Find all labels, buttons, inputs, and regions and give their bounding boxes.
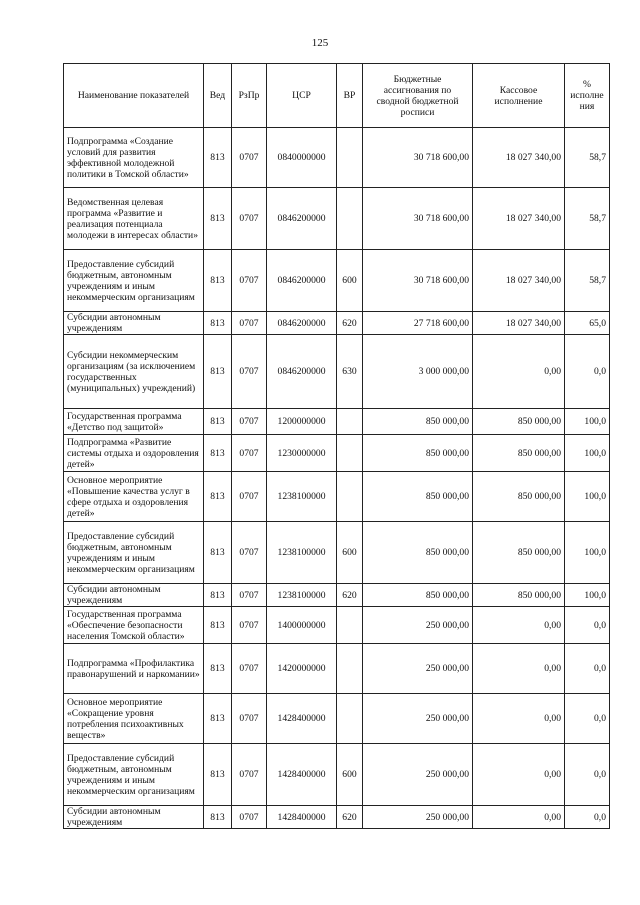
table-row (64, 472, 610, 522)
cell-csr: 1428400000 (267, 744, 337, 806)
cell-ved: 813 (204, 472, 232, 522)
cell-csr: 1420000000 (267, 644, 337, 694)
cell-vr: 620 (337, 806, 363, 829)
cell-csr: 1200000000 (267, 409, 337, 435)
cell-percent: 0,0 (565, 644, 610, 694)
cell-percent: 58,7 (565, 128, 610, 188)
cell-csr: 0840000000 (267, 128, 337, 188)
cell-cash: 0,00 (473, 607, 565, 644)
cell-ved: 813 (204, 806, 232, 829)
cell-percent: 100,0 (565, 435, 610, 472)
table-row (64, 435, 610, 472)
cell-cash: 18 027 340,00 (473, 128, 565, 188)
cell-vr (337, 188, 363, 250)
cell-ved: 813 (204, 128, 232, 188)
cell-budget: 850 000,00 (363, 584, 473, 607)
cell-rzpr: 0707 (232, 472, 267, 522)
cell-budget: 250 000,00 (363, 694, 473, 744)
cell-vr: 620 (337, 584, 363, 607)
cell-vr: 630 (337, 335, 363, 409)
table-row (64, 128, 610, 188)
cell-rzpr: 0707 (232, 335, 267, 409)
table-row (64, 522, 610, 584)
cell-name: Предоставление субсидий бюджетным, автономным учреждениям и иным некоммерческим организациям (64, 744, 204, 806)
cell-ved: 813 (204, 435, 232, 472)
cell-ved: 813 (204, 644, 232, 694)
cell-rzpr: 0707 (232, 188, 267, 250)
cell-cash: 850 000,00 (473, 409, 565, 435)
cell-name: Субсидии автономным учреждениям (64, 584, 204, 607)
table-row (64, 644, 610, 694)
cell-rzpr: 0707 (232, 522, 267, 584)
cell-vr: 620 (337, 312, 363, 335)
cell-ved: 813 (204, 694, 232, 744)
header-name: Наименование показателей (64, 64, 204, 128)
cell-ved: 813 (204, 522, 232, 584)
cell-ved: 813 (204, 188, 232, 250)
cell-budget: 250 000,00 (363, 644, 473, 694)
cell-csr: 0846200000 (267, 250, 337, 312)
table-row (64, 312, 610, 335)
table-row (64, 188, 610, 250)
cell-vr (337, 128, 363, 188)
cell-rzpr: 0707 (232, 644, 267, 694)
cell-cash: 850 000,00 (473, 522, 565, 584)
cell-ved: 813 (204, 584, 232, 607)
cell-vr (337, 472, 363, 522)
cell-percent: 0,0 (565, 744, 610, 806)
cell-rzpr: 0707 (232, 694, 267, 744)
cell-ved: 813 (204, 250, 232, 312)
cell-percent: 0,0 (565, 694, 610, 744)
cell-percent: 58,7 (565, 250, 610, 312)
cell-name: Основное мероприятие «Повышение качества услуг в сфере отдыха и оздоровления детей» (64, 472, 204, 522)
header-vr: ВР (337, 64, 363, 128)
cell-cash: 0,00 (473, 744, 565, 806)
cell-rzpr: 0707 (232, 584, 267, 607)
cell-csr: 1428400000 (267, 806, 337, 829)
cell-rzpr: 0707 (232, 607, 267, 644)
cell-cash: 850 000,00 (473, 584, 565, 607)
cell-csr: 1238100000 (267, 584, 337, 607)
cell-ved: 813 (204, 607, 232, 644)
cell-budget: 250 000,00 (363, 744, 473, 806)
cell-budget: 30 718 600,00 (363, 250, 473, 312)
cell-cash: 18 027 340,00 (473, 250, 565, 312)
cell-name: Подпрограмма «Создание условий для развития эффективной молодежной политики в Томской области» (64, 128, 204, 188)
cell-vr (337, 644, 363, 694)
cell-percent: 100,0 (565, 472, 610, 522)
cell-name: Подпрограмма «Развитие системы отдыха и оздоровления детей» (64, 435, 204, 472)
table-header-row (64, 64, 610, 128)
page-number: 125 (311, 37, 329, 49)
header-cash: Кассовое исполнение (473, 64, 565, 128)
table-row (64, 806, 610, 829)
header-percent: % исполне ния (565, 64, 610, 128)
cell-name: Ведомственная целевая программа «Развитие и реализация потенциала молодежи в интересах области» (64, 188, 204, 250)
cell-ved: 813 (204, 744, 232, 806)
cell-percent: 0,0 (565, 607, 610, 644)
cell-vr: 600 (337, 522, 363, 584)
table-row (64, 607, 610, 644)
cell-budget: 30 718 600,00 (363, 128, 473, 188)
cell-rzpr: 0707 (232, 250, 267, 312)
cell-vr: 600 (337, 744, 363, 806)
header-budget: Бюджетные ассигнования по сводной бюджетной росписи (363, 64, 473, 128)
cell-csr: 0846200000 (267, 312, 337, 335)
cell-cash: 850 000,00 (473, 435, 565, 472)
cell-rzpr: 0707 (232, 435, 267, 472)
cell-vr (337, 607, 363, 644)
cell-csr: 1428400000 (267, 694, 337, 744)
table-row (64, 335, 610, 409)
cell-rzpr: 0707 (232, 128, 267, 188)
table-row (64, 744, 610, 806)
cell-name: Предоставление субсидий бюджетным, автономным учреждениям и иным некоммерческим организациям (64, 250, 204, 312)
cell-name: Предоставление субсидий бюджетным, автономным учреждениям и иным некоммерческим организациям (64, 522, 204, 584)
cell-percent: 100,0 (565, 409, 610, 435)
cell-vr (337, 435, 363, 472)
cell-cash: 0,00 (473, 644, 565, 694)
cell-csr: 0846200000 (267, 335, 337, 409)
cell-ved: 813 (204, 335, 232, 409)
header-csr: ЦСР (267, 64, 337, 128)
cell-rzpr: 0707 (232, 409, 267, 435)
cell-budget: 850 000,00 (363, 522, 473, 584)
cell-percent: 0,0 (565, 806, 610, 829)
cell-name: Субсидии некоммерческим организациям (за исключением государственных (муниципальных) учреждений) (64, 335, 204, 409)
cell-percent: 100,0 (565, 522, 610, 584)
header-ved: Вед (204, 64, 232, 128)
cell-name: Государственная программа «Обеспечение безопасности населения Томской области» (64, 607, 204, 644)
cell-budget: 850 000,00 (363, 409, 473, 435)
cell-cash: 0,00 (473, 694, 565, 744)
cell-csr: 1238100000 (267, 522, 337, 584)
cell-budget: 850 000,00 (363, 472, 473, 522)
cell-name: Основное мероприятие «Сокращение уровня потребления психоактивных веществ» (64, 694, 204, 744)
cell-cash: 850 000,00 (473, 472, 565, 522)
cell-percent: 58,7 (565, 188, 610, 250)
cell-ved: 813 (204, 409, 232, 435)
cell-budget: 27 718 600,00 (363, 312, 473, 335)
cell-vr: 600 (337, 250, 363, 312)
cell-percent: 65,0 (565, 312, 610, 335)
cell-csr: 1230000000 (267, 435, 337, 472)
cell-rzpr: 0707 (232, 744, 267, 806)
cell-budget: 250 000,00 (363, 607, 473, 644)
cell-name: Субсидии автономным учреждениям (64, 312, 204, 335)
table-body (64, 128, 610, 829)
cell-name: Субсидии автономным учреждениям (64, 806, 204, 829)
cell-csr: 0846200000 (267, 188, 337, 250)
budget-execution-table (63, 63, 610, 829)
cell-ved: 813 (204, 312, 232, 335)
cell-name: Подпрограмма «Профилактика правонарушений и наркомании» (64, 644, 204, 694)
cell-rzpr: 0707 (232, 312, 267, 335)
cell-budget: 3 000 000,00 (363, 335, 473, 409)
cell-csr: 1400000000 (267, 607, 337, 644)
cell-budget: 250 000,00 (363, 806, 473, 829)
cell-csr: 1238100000 (267, 472, 337, 522)
cell-vr (337, 694, 363, 744)
cell-budget: 30 718 600,00 (363, 188, 473, 250)
cell-cash: 18 027 340,00 (473, 188, 565, 250)
cell-percent: 0,0 (565, 335, 610, 409)
cell-budget: 850 000,00 (363, 435, 473, 472)
cell-cash: 0,00 (473, 806, 565, 829)
table-row (64, 409, 610, 435)
header-rzpr: РзПр (232, 64, 267, 128)
cell-cash: 18 027 340,00 (473, 312, 565, 335)
cell-name: Государственная программа «Детство под защитой» (64, 409, 204, 435)
table-row (64, 584, 610, 607)
cell-percent: 100,0 (565, 584, 610, 607)
table-row (64, 694, 610, 744)
table-row (64, 250, 610, 312)
cell-vr (337, 409, 363, 435)
cell-rzpr: 0707 (232, 806, 267, 829)
cell-cash: 0,00 (473, 335, 565, 409)
